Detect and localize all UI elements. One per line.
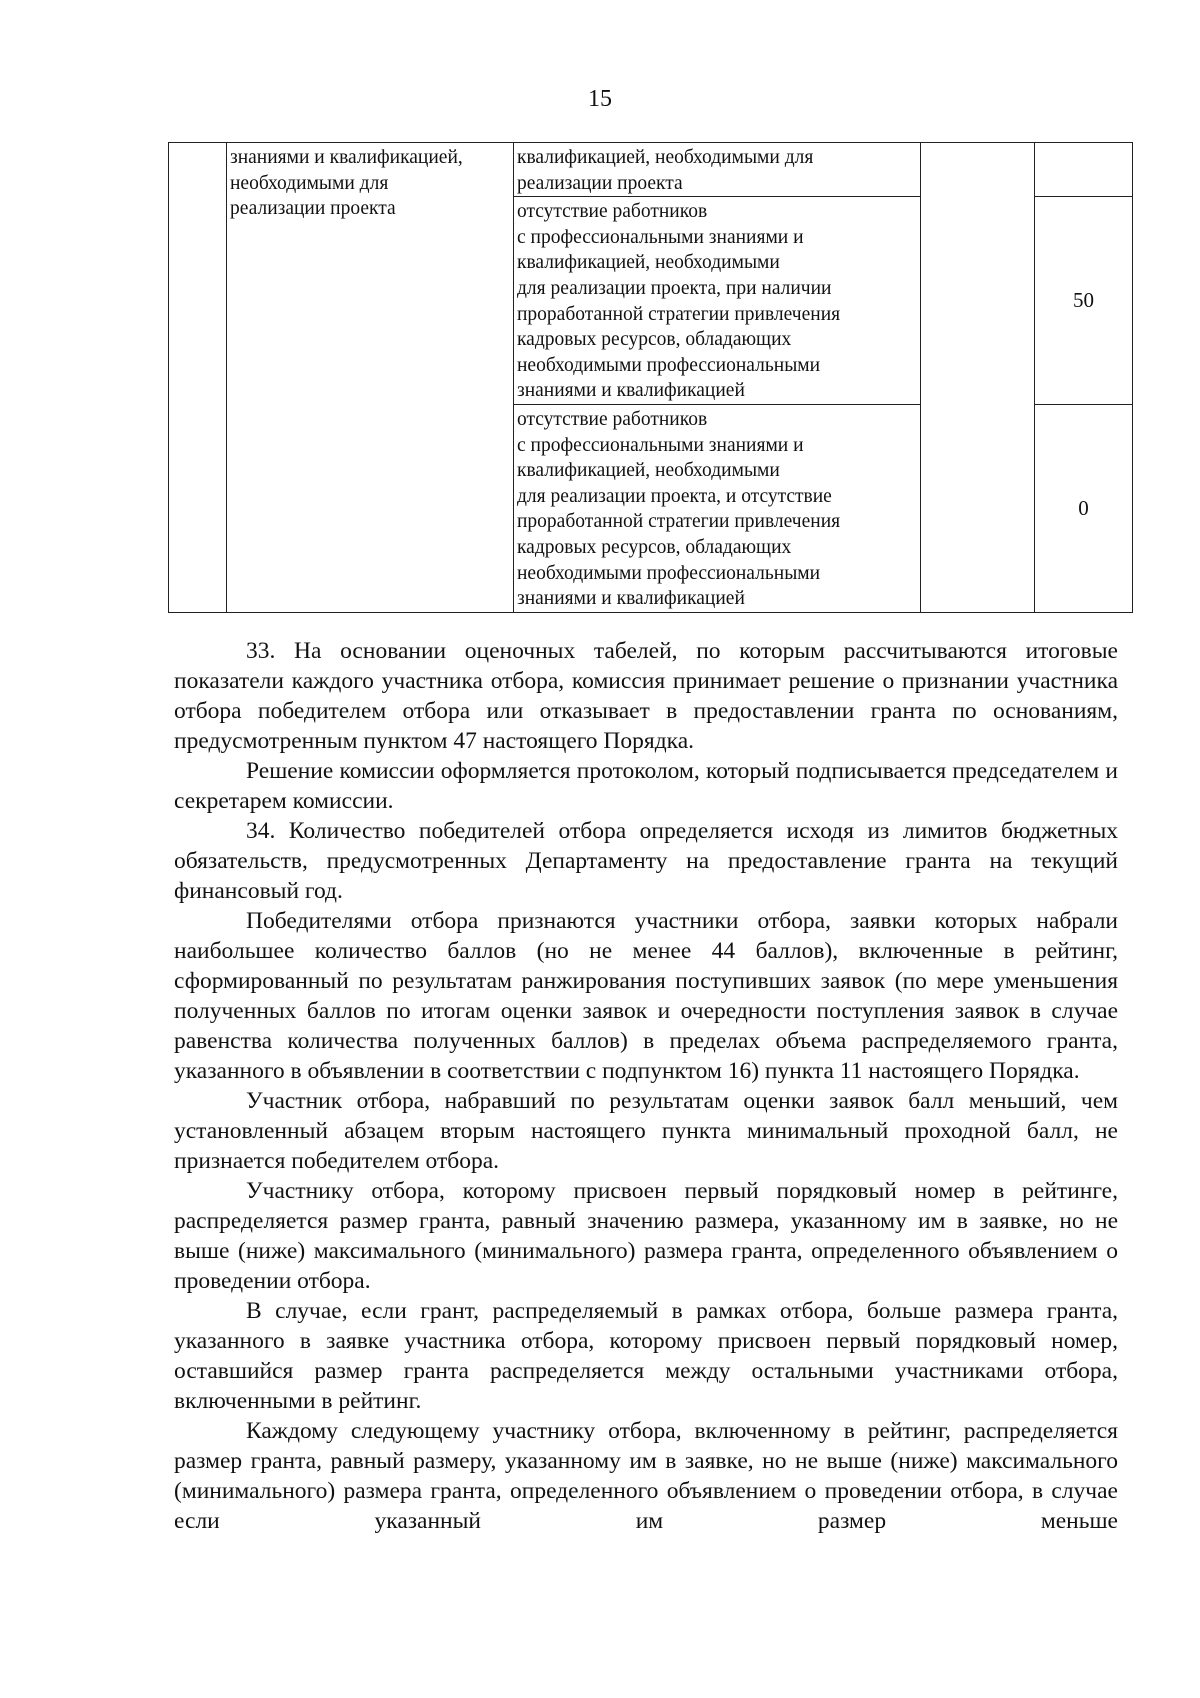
weight-cell — [921, 143, 1035, 613]
paragraph: Участник отбора, набравший по результатам оценки заявок балл меньший, чем установленный абзацем вторым настоящего пункта минимальный проходной балл, не признается победителем отбора. — [174, 1088, 1118, 1174]
indicator-cell — [514, 197, 921, 405]
indicator-cell — [514, 404, 921, 612]
paragraph: Решение комиссии оформляется протоколом, который подписывается председателем и секретарем комиссии. — [174, 758, 1118, 814]
indicator-line: кадровых ресурсов, обладающих — [517, 536, 792, 558]
indicator-line: для реализации проекта, и отсутствие — [517, 485, 832, 507]
page-number: 15 — [588, 86, 612, 112]
indicator-line: отсутствие работников — [517, 408, 708, 430]
paragraph: Участнику отбора, которому присвоен первый порядковый номер в рейтинге, распределяется размер гранта, равный значению размера, указанному им в заявке, но не выше (ниже) максимального (минимального) размера гранта, определенного объявлением о проведении отбора. — [174, 1178, 1118, 1294]
paragraph: Каждому следующему участнику отбора, включенному в рейтинг, распределяется размер гранта, равный размеру, указанному им в заявке, но не выше (ниже) максимального (минимального) размера гранта, определенного объявлением о проведении отбора, в случае если указанный им размер меньше — [174, 1418, 1118, 1534]
criterion-cell — [227, 143, 514, 613]
criteria-table — [168, 142, 1133, 613]
indicator-line: знаниями и квалификацией — [517, 380, 745, 402]
indicator-line: необходимыми профессиональными — [517, 562, 821, 584]
indicator-cell — [514, 143, 921, 197]
indicator-line: квалификацией, необходимыми для — [517, 147, 814, 168]
criterion-line: необходимыми для — [230, 172, 389, 194]
score-cell — [1035, 143, 1133, 197]
paragraph: Победителями отбора признаются участники отбора, заявки которых набрали наибольшее количество баллов (но не менее 44 баллов), включенные в рейтинг, сформированный по результатам ранжирования поступивших заявок (по мере уменьшения полученных баллов по итогам оценки заявок и очередности поступления заявок в случае равенства количества полученных баллов) в пределах объема распределяемого гранта, указанного в объявлении в соответствии с подпунктом 16) пункта 11 настоящего Порядка. — [174, 908, 1118, 1084]
score-cell: 50 — [1035, 197, 1133, 405]
body-text — [174, 636, 1118, 1536]
indicator-line: отсутствие работников — [517, 201, 708, 223]
indicator-line: проработанной стратегии привлечения — [517, 303, 841, 325]
indicator-line: с профессиональными знаниями и — [517, 434, 804, 456]
indicator-line: проработанной стратегии привлечения — [517, 511, 841, 533]
indicator-line: реализации проекта — [517, 172, 683, 194]
indicator-line: кадровых ресурсов, обладающих — [517, 329, 792, 351]
indicator-line: квалификацией, необходимыми — [517, 460, 780, 482]
criterion-line: знаниями и квалификацией, — [230, 147, 463, 168]
number-cell — [169, 143, 227, 613]
indicator-line: квалификацией, необходимыми — [517, 252, 780, 274]
indicator-line: необходимыми профессиональными — [517, 354, 821, 376]
paragraph: В случае, если грант, распределяемый в рамках отбора, больше размера гранта, указанного в заявке участника отбора, которому присвоен первый порядковый номер, оставшийся размер гранта распределяется между остальными участниками отбора, включенными в рейтинг. — [174, 1298, 1118, 1414]
score-cell: 0 — [1035, 404, 1133, 612]
paragraph: 34. Количество победителей отбора определяется исходя из лимитов бюджетных обязательств, предусмотренных Департаменту на предоставление гранта на текущий финансовый год. — [174, 818, 1118, 904]
paragraph: 33. На основании оценочных табелей, по которым рассчитываются итоговые показатели каждого участника отбора, комиссия принимает решение о признании участника отбора победителем отбора или отказывает в предоставлении гранта по основаниям, предусмотренным пунктом 47 настоящего Порядка. — [174, 638, 1118, 754]
indicator-line: знаниями и квалификацией — [517, 588, 745, 610]
indicator-line: с профессиональными знаниями и — [517, 226, 804, 248]
indicator-line: для реализации проекта, при наличии — [517, 277, 832, 299]
criterion-line: реализации проекта — [230, 198, 396, 220]
